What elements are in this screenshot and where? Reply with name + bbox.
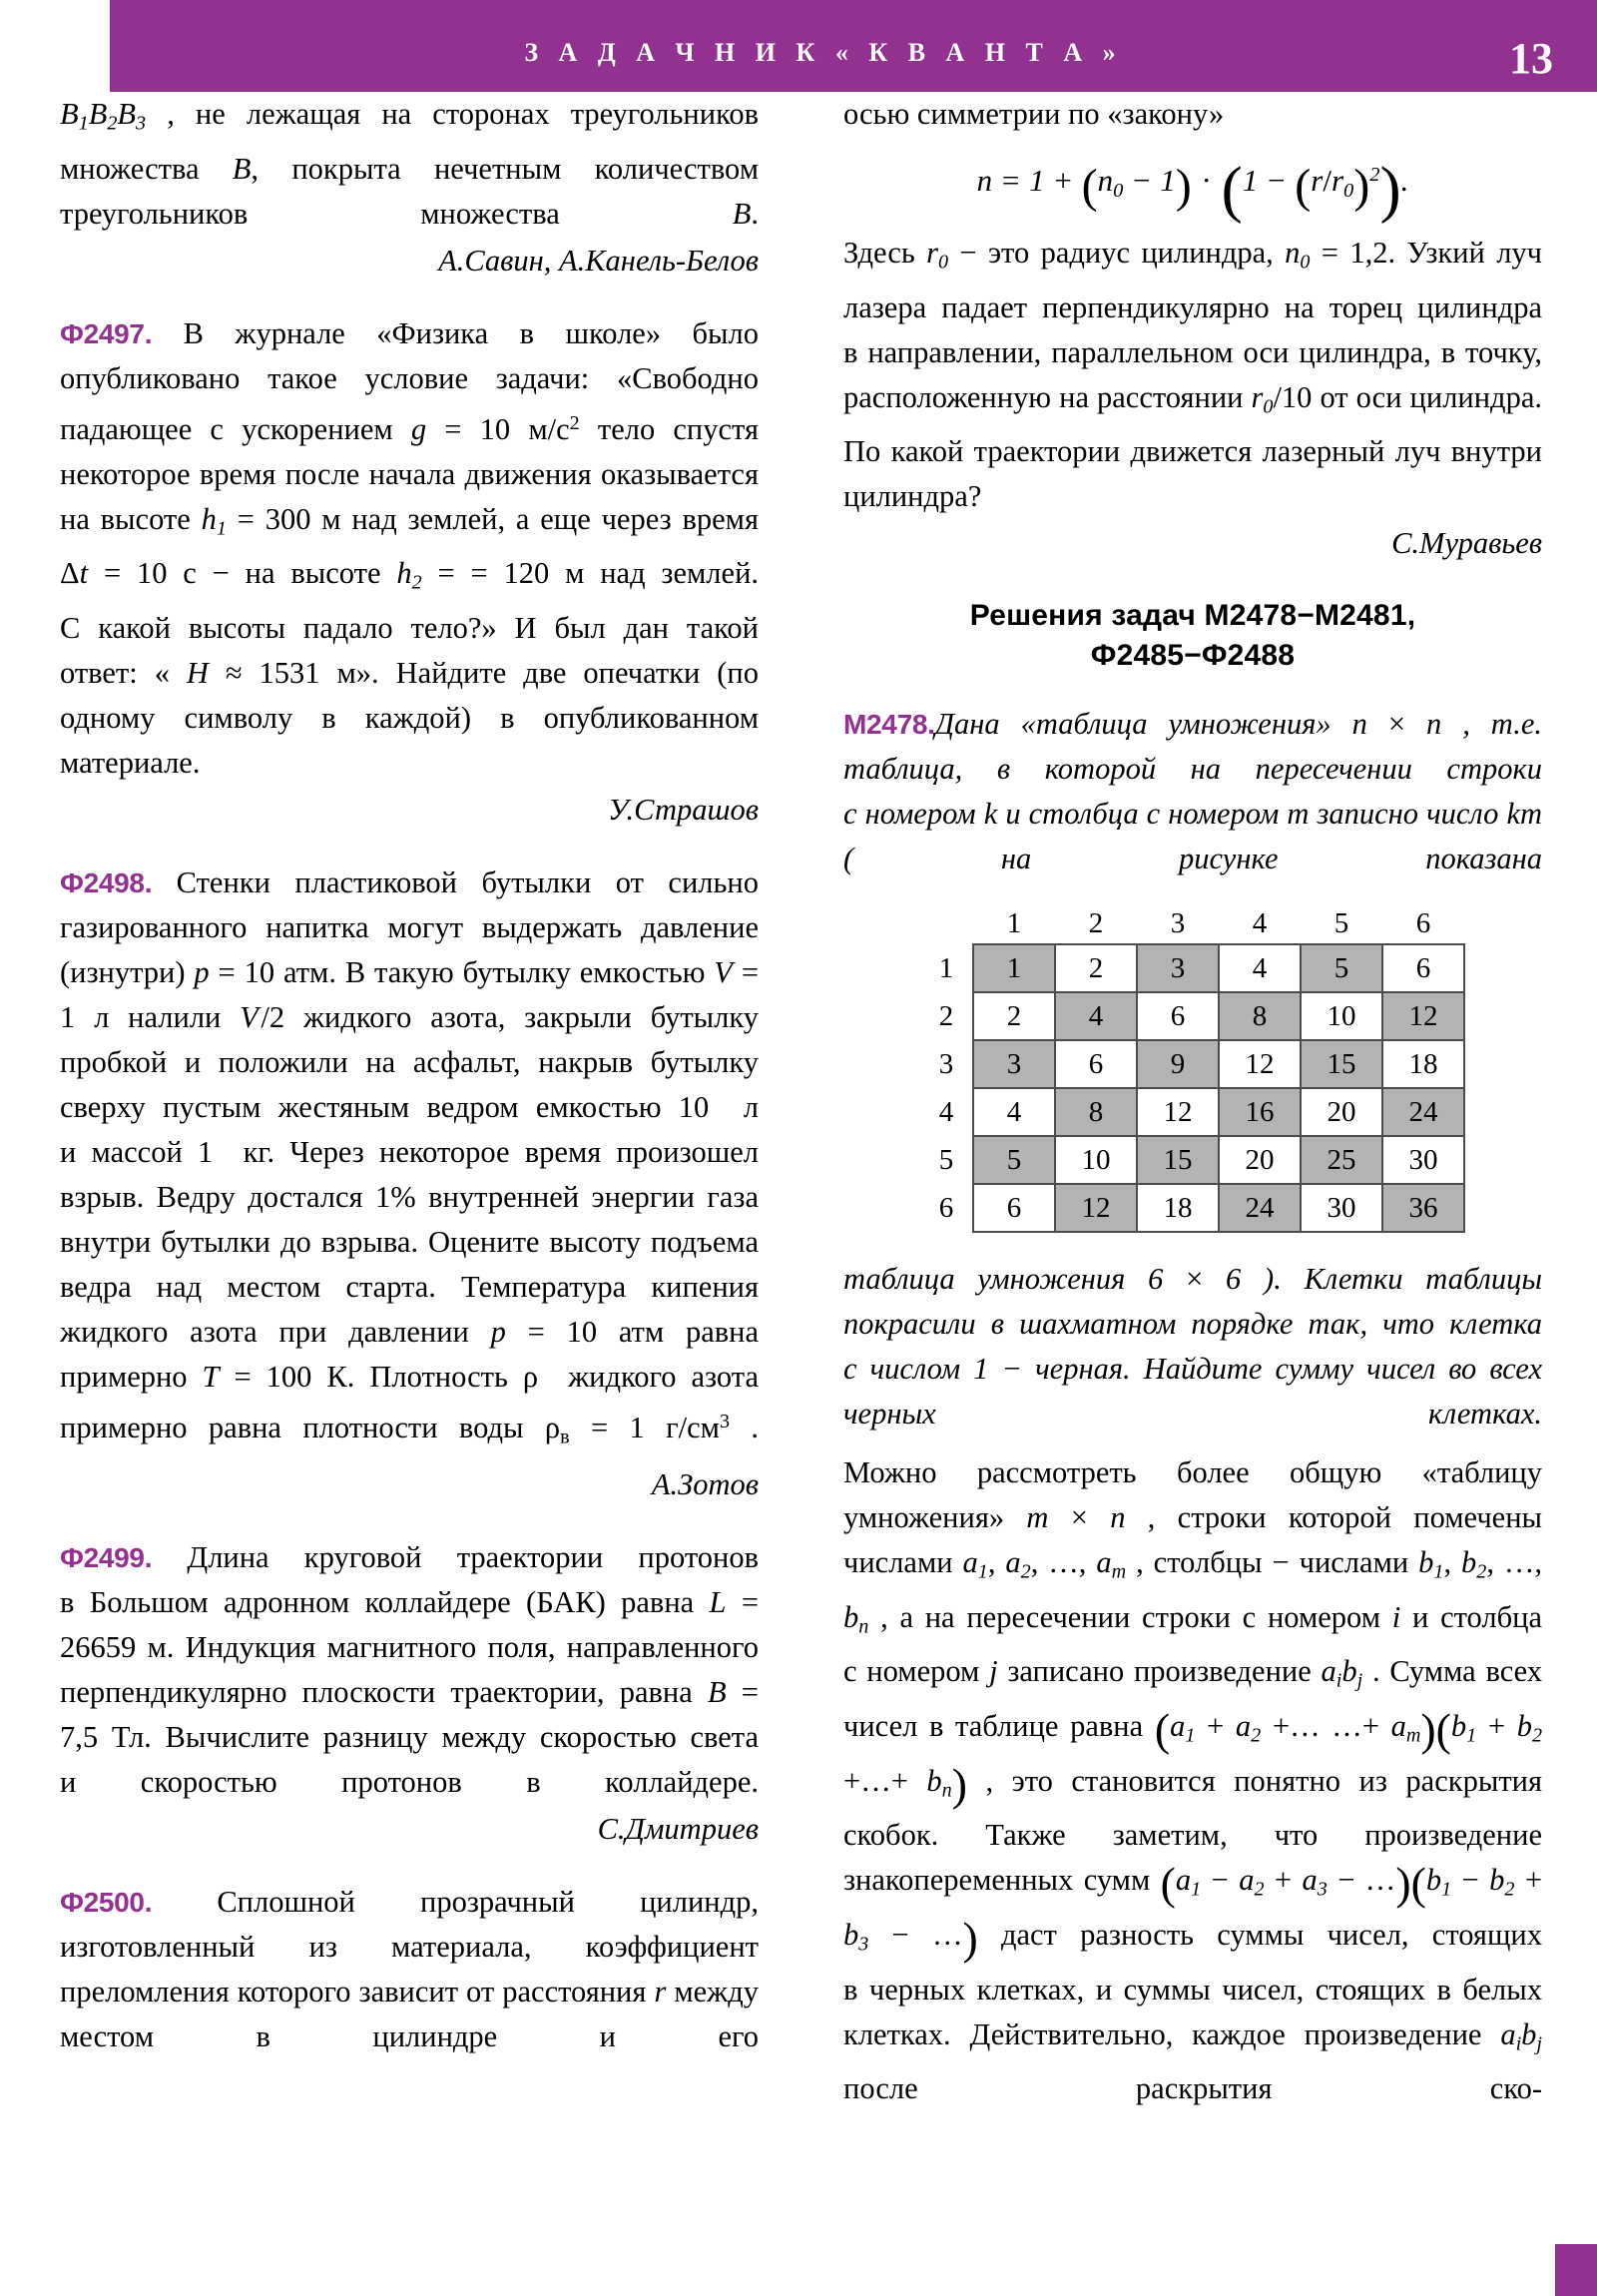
column-header: 5	[1333, 906, 1349, 939]
f2500-continued-lead: осью симметрии по «закону»	[843, 97, 1225, 131]
page-body	[0, 92, 1597, 2296]
table-cell: 12	[1055, 1184, 1137, 1232]
table-row	[920, 1136, 1464, 1184]
table-cell: 4	[1055, 992, 1137, 1040]
section-heading	[843, 596, 1542, 676]
table-row	[920, 992, 1464, 1040]
row-header: 1	[938, 951, 954, 984]
problem-f2499: Ф2499. Длина круговой траектории протонов в Большом адронном коллайдере (БАК) равна L = 26659 м. Индукция магнитного поля, направленного перпендикулярно плоскости траектории, равна B = 7,5 Тл. Вычислите разницу между скоростью света и скоростью протонов в коллайдере.	[60, 1539, 760, 1799]
table-cell: 12	[1219, 1040, 1301, 1088]
table-row	[920, 1040, 1464, 1088]
table-cell: 15	[1301, 1040, 1382, 1088]
table-cell: 20	[1219, 1136, 1301, 1184]
table-cell: 3	[1137, 944, 1219, 992]
table-cell: 6	[1382, 944, 1464, 992]
table-cell: 24	[1382, 1088, 1464, 1136]
paragraph-continuation: $B_1B_2B_3$ , не лежащая на сторонах треугольников множества B, покрыта нечетным количеством треугольников множества B.	[60, 97, 759, 231]
table-cell: 12	[1382, 992, 1464, 1040]
table-cell: 10	[1301, 992, 1382, 1040]
table-cell: 30	[1301, 1184, 1382, 1232]
problem-f2500: Ф2500. Сплошной прозрачный цилиндр, изготовленный из материала, коэффициент преломления которого зависит от расстояния r между местом в цилиндре и его	[60, 1884, 760, 2053]
corner-blank	[920, 903, 973, 944]
table-cell: 12	[1137, 1088, 1219, 1136]
multiplication-table-figure	[843, 903, 1542, 1233]
table-cell: 16	[1219, 1088, 1301, 1136]
solution-m2478-statement-1: М2478.Дана «таблица умножения» n × n , т.е. таблица, в которой на пересечении строки с номером k и столбца с номером m записно число km ( на рисунке показана	[843, 707, 1543, 876]
problem-f2498: Ф2498. Стенки пластиковой бутылки от сильно газированного напитка могут выдержать давление (изнутри) p = 10 атм. В такую бутылку емкостью V = 1 л налили V /2 жидкого азота, закрыли бутылку пробкой и положили на асфальт, накрыв бутылку сверху пустым жестяным ведром емкостью 10 л и массой 1 кг. Через некоторое время произошел взрыв. Ведру достался 1% внутренней энергии газа внутри бутылки до взрыва. Оцените высоту подъема ведра над местом старта. Температура кипения жидкого азота при давлении p = 10 атм равна примерно T = 100 К. Плотность ρ жидкого азота примерно равна плотности воды $\rho_в = 1$ $г/см^3$ .	[60, 864, 760, 1448]
table-cell: 24	[1219, 1184, 1301, 1232]
page-header-band	[110, 0, 1597, 92]
problem-tag-f2500: Ф2500.	[60, 1886, 153, 1918]
table-cell: 2	[1055, 944, 1137, 992]
author-credit: А.Савин, А.Канель-Белов	[438, 243, 759, 278]
running-head-title: З А Д А Ч Н И К « К В А Н Т А »	[524, 38, 1123, 67]
table-cell: 5	[1301, 944, 1382, 992]
solution-tag-m2478: М2478.	[843, 709, 935, 741]
column-header: 4	[1252, 906, 1268, 939]
table-cell: 15	[1137, 1136, 1219, 1184]
table-cell: 2	[973, 992, 1055, 1040]
column-header: 3	[1170, 906, 1186, 939]
column-header: 6	[1415, 906, 1431, 939]
table-header-row	[920, 903, 1464, 944]
table-cell: 1	[973, 944, 1055, 992]
author-credit: У.Страшов	[607, 792, 759, 827]
table-cell: 4	[1219, 944, 1301, 992]
table-cell: 9	[1137, 1040, 1219, 1088]
table-cell: 8	[1055, 1088, 1137, 1136]
multiplication-table	[920, 903, 1465, 1233]
table-row	[920, 944, 1464, 992]
table-cell: 4	[973, 1088, 1055, 1136]
page-number: 13	[1509, 33, 1553, 83]
row-header: 3	[938, 1047, 954, 1080]
solution-m2478-statement-2: таблица умножения 6 × 6 ). Клетки таблицы покрасили в шахматном порядке так, что клетка с числом 1 − черная. Найдите сумму чисел во всех черных клетках.	[843, 1262, 1542, 1432]
row-header: 4	[938, 1095, 954, 1128]
refraction-index-formula: $n = 1 + (n_0 - 1) \cdot (1 - (r/r_0)^2)$.	[976, 153, 1409, 225]
section-heading-line-1: Решения задач М2478−М2481,	[969, 599, 1416, 633]
right-column	[843, 92, 1542, 2111]
problem-f2497: Ф2497. В журнале «Физика в школе» было опубликовано такое условие задачи: «Свободно падающее с ускорением g = 10 $м/с^2$ тело спустя некоторое время после начала движения оказывается на высоте $h_1 = 300$ м над землей, а еще через время Δt = 10 с − на высоте $h_2$ = = 120 м над землей. С какой высоты падало тело?» И был дан такой ответ: « H ≈ 1531 м». Найдите две опечатки (по одному символу в каждой) в опубликованном материале.	[60, 315, 760, 780]
table-cell: 8	[1219, 992, 1301, 1040]
table-cell: 18	[1382, 1040, 1464, 1088]
column-header: 2	[1088, 906, 1104, 939]
table-cell: 6	[1055, 1040, 1137, 1088]
table-cell: 5	[973, 1136, 1055, 1184]
table-cell: 3	[973, 1040, 1055, 1088]
row-header: 2	[938, 999, 954, 1032]
row-header: 5	[938, 1143, 954, 1176]
f2500-continued-text: Здесь $r_0$ − это радиус цилиндра, $n_0 = 1,2$. Узкий луч лазера падает перпендикулярно на торец цилиндра в направлении, параллельном оси цилиндра, в точку, расположенную на расстоянии $r_0/10$ от оси цилиндра. По какой траектории движется лазерный луч внутри цилиндра?	[843, 235, 1542, 514]
table-cell: 20	[1301, 1088, 1382, 1136]
table-cell: 18	[1137, 1184, 1219, 1232]
author-credit: С.Муравьев	[1391, 526, 1542, 561]
problem-tag-f2497: Ф2497.	[60, 317, 153, 349]
corner-marker	[1555, 2244, 1597, 2296]
left-column	[60, 92, 759, 2059]
problem-tag-f2498: Ф2498.	[60, 866, 153, 898]
table-cell: 6	[973, 1184, 1055, 1232]
table-cell: 30	[1382, 1136, 1464, 1184]
author-credit: С.Дмитриев	[597, 1811, 759, 1846]
column-header: 1	[1006, 906, 1022, 939]
table-cell: 25	[1301, 1136, 1382, 1184]
table-cell: 6	[1137, 992, 1219, 1040]
table-cell: 36	[1382, 1184, 1464, 1232]
problem-tag-f2499: Ф2499.	[60, 1541, 153, 1573]
table-row	[920, 1088, 1464, 1136]
row-header: 6	[938, 1191, 954, 1224]
table-row	[920, 1184, 1464, 1232]
section-heading-line-2: Ф2485−Ф2488	[1090, 639, 1296, 673]
author-credit: А.Зотов	[651, 1466, 759, 1501]
table-cell: 10	[1055, 1136, 1137, 1184]
solution-m2478-body: Можно рассмотреть более общую «таблицу умножения» m × n , строки которой помечены числами $a_1$, $a_2$, …, $a_m$ , столбцы − числами $b_1$, $b_2$, …, $b_n$ , а на пересечении строки с номером i и столбца с номером j записано произведение $a_ib_j$ . Сумма всех чисел в таблице равна ($a_1 + a_2$ +… …+ $a_m)(b_1 + b_2$ +…+ $b_n$) , это становится понятно из раскрытия скобок. Также заметим, что произведение знакопеременных сумм ($a_1 - a_2 + a_3$ − $\dots)(b_1 - b_2 + b_3$ − …) даст разность суммы чисел, стоящих в черных клетках, и суммы чисел, стоящих в белых клетках. Действительно, каждое произведение $a_ib_j$ после раскрытия ско-	[843, 1455, 1543, 2106]
